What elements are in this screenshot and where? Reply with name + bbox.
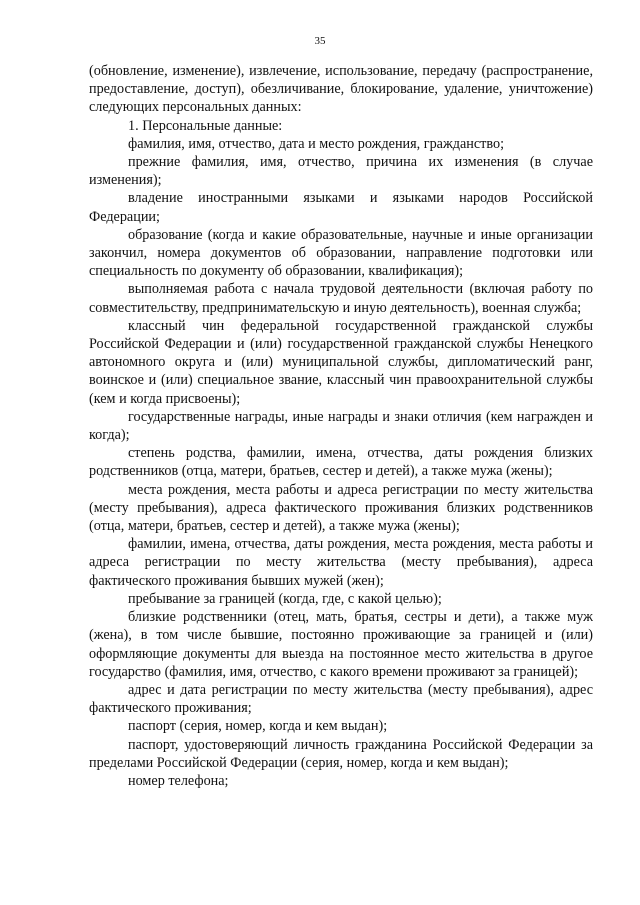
list-item: номер телефона; bbox=[128, 772, 229, 789]
list-item: прежние фамилия, имя, отчество, причина их изменения (в случае изменения); bbox=[89, 154, 593, 189]
document-body bbox=[89, 62, 593, 790]
list-item: пребывание за границей (когда, где, с какой целью); bbox=[128, 590, 442, 607]
list-item: степень родства, фамилии, имена, отчества, даты рождения близких родственников (отца, матери, братьев, сестер и детей), а также мужа (жены); bbox=[89, 445, 593, 480]
list-item: фамилия, имя, отчество, дата и место рождения, гражданство; bbox=[128, 135, 505, 152]
list-item: образование (когда и какие образовательные, научные и иные организации закончил, номера документов об образовании, направление подготовки или специальность по документу об образовании, квалификация); bbox=[89, 226, 593, 280]
list-item: близкие родственники (отец, мать, братья, сестры и дети), а также муж (жена), в том числе бывшие, постоянно проживающие за границей и (или) оформляющие документы для выезда на постоянное место жительства в другое государство (фамилия, имя, отчество, с какого времени проживают за границей); bbox=[89, 609, 593, 680]
list-item: паспорт, удостоверяющий личность гражданина Российской Федерации за пределами Российской Федерации (серия, номер, когда и кем выдан); bbox=[89, 736, 593, 771]
list-item: места рождения, места работы и адреса регистрации по месту жительства (месту пребывания), адреса фактического проживания близких родственников (отца, матери, братьев, сестер и детей), а также мужа (жены); bbox=[89, 481, 593, 535]
list-item: классный чин федеральной государственной гражданской службы Российской Федерации и (или) государственной гражданской службы Ненецкого автономного округа и (или) муниципальной службы, дипломатический ранг, воинское и (или) специальное звание, классный чин правоохранительной службы (кем и когда присвоены); bbox=[89, 317, 593, 407]
paragraph-continuation: (обновление, изменение), извлечение, использование, передачу (распространение, предоставление, доступ), обезличивание, блокирование, удаление, уничтожение) следующих персональных данных: bbox=[89, 63, 593, 116]
section-heading: 1. Персональные данные: bbox=[128, 117, 283, 134]
list-item: адрес и дата регистрации по месту жительства (месту пребывания), адрес фактического проживания; bbox=[89, 681, 593, 717]
page-number: 35 bbox=[314, 35, 326, 47]
list-item: фамилии, имена, отчества, даты рождения, места рождения, места работы и адреса регистрации по месту жительства (месту пребывания), адреса фактического проживания бывших мужей (жен); bbox=[89, 536, 593, 589]
list-item: выполняемая работа с начала трудовой деятельности (включая работу по совместительству, предпринимательскую и иную деятельность), военная служба; bbox=[89, 281, 593, 316]
list-item: владение иностранными языками и языками народов Российской Федерации; bbox=[89, 190, 593, 225]
list-item: паспорт (серия, номер, когда и кем выдан); bbox=[128, 718, 388, 735]
list-item: государственные награды, иные награды и знаки отличия (кем награжден и когда); bbox=[89, 408, 593, 444]
